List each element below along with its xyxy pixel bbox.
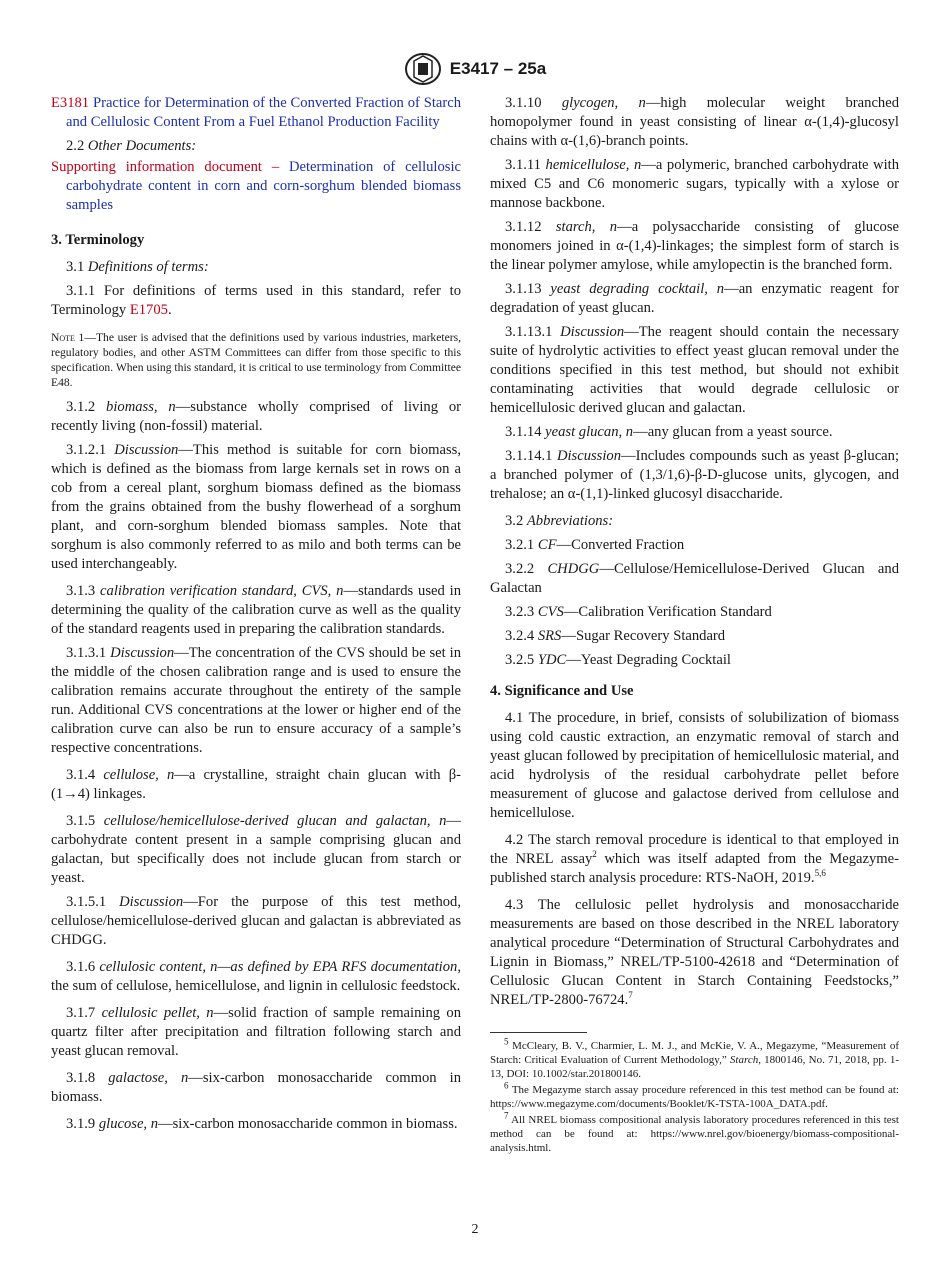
definition-3-1-10: 3.1.10 glycogen, n—high molecular weight branched homopolymer found in yeast consisting of linear α-(1,4)-glucosyl chains with α-(1,6)-branch points. — [490, 95, 899, 149]
abbreviation-3-2-2: 3.2.2 CHDGG—Cellulose/Hemicellulose-Derived Glucan and Galactan — [490, 561, 899, 596]
left-column — [51, 94, 461, 1139]
note-1: Note 1—The user is advised that the definitions used by various industries, marketers, regulatory bodies, and other ASTM Committees can differ from those specific to this specification. When using this standard, it is critical to use terminology from Committee E48. — [51, 331, 462, 389]
section-4-1: 4.1 The procedure, in brief, consists of solubilization of biomass using cold caustic extraction, an enzymatic removal of starch and yeast glucan followed by precipitation of hemicellulosic material, and acid hydrolysis of the residual carbohydrate pellet before measurement of glucose and galactose derived from cellulose and hemicellulose. — [490, 710, 899, 821]
definition-3-1-4: 3.1.4 cellulose, n—a crystalline, straight chain glucan with β-(1→4) linkages. — [51, 767, 461, 802]
abbreviation-3-2-4: 3.2.4 SRS—Sugar Recovery Standard — [505, 628, 726, 644]
footnote-7: $^7$ All NREL biomass compositional analysis laboratory procedures referenced in this test method can be found at: https://www.nrel.gov/bioenergy/biomass-compositional-analysis.html. — [490, 1110, 899, 1154]
footnote-ref-7: 7 — [628, 990, 633, 1001]
definition-3-1-2: 3.1.2 biomass, n—substance wholly comprised of living or recently living (non-fossil) material. — [51, 399, 461, 434]
footnote-divider — [490, 1032, 587, 1033]
footnote-6: $^6$ The Megazyme starch assay procedure referenced in this test method can be found at: https://www.megazyme.com/documents/Booklet/K-TSTA-100A_DATA.pdf. — [490, 1080, 899, 1110]
discussion-3-1-13-1: 3.1.13.1 Discussion—The reagent should contain the necessary suite of hydrolytic activities to effect yeast glucan removal under the conditions specified in this test method, but should not exhibit contaminating activities that would degrade cellulosic or hemicellulosic derived glucan and galactan. — [490, 324, 899, 416]
supporting-doc-link[interactable]: Supporting information document – — [51, 159, 289, 175]
section-4-3: 4.3 The cellulosic pellet hydrolysis and monosaccharide measurements are based on those described in the NREL laboratory analytical procedure “Determination of Structural Carbohydrates and Lignin in Biomass,” NREL/TP-5100-42618 and “Determination of Cellulosic Glucan Content in Starch Containing Feedstocks,” NREL/TP-2800-76724.$^7$ — [490, 897, 899, 1008]
supporting-doc-title[interactable]: Determination of cellulosic carbohydrate content in corn and corn-sorghum blended biomass samples — [66, 159, 461, 213]
ref-link-e3181[interactable]: E3181 — [51, 95, 90, 111]
ref-title-e3181[interactable]: Practice for Determination of the Converted Fraction of Starch and Cellulosic Content From a Fuel Ethanol Production Facility — [66, 95, 461, 130]
discussion-3-1-3-1: 3.1.3.1 Discussion—The concentration of the CVS should be set in the middle of the chosen calibration range and is used to ensure the calibration remains accurate throughout the entirety of the sample run. Additional CVS concentrations at the lower or higher end of the calibration curve can also be run to ensure accuracy of a sample’s respective concentrations. — [51, 645, 461, 756]
section-4-heading: 4. Significance and Use — [490, 683, 634, 699]
reference-e3181 — [51, 94, 461, 132]
section-3-2: 3.2 Abbreviations: — [505, 513, 614, 529]
section-3-1-1: 3.1.1 For definitions of terms used in this standard, refer to Terminology E1705. — [51, 283, 461, 318]
definition-3-1-3: 3.1.3 calibration verification standard, CVS, n—standards used in determining the quality of the calibration curve as well as the quality of the standard reagents used in preparing the calibration standards. — [51, 583, 461, 637]
abbreviation-3-2-5: 3.2.5 YDC—Yeast Degrading Cocktail — [505, 652, 731, 668]
page-number: 2 — [471, 1222, 479, 1237]
footnote-ref-2: 2 — [592, 849, 597, 860]
definition-3-1-13: 3.1.13 yeast degrading cocktail, n—an enzymatic reagent for degradation of yeast glucan. — [490, 281, 899, 316]
ref-link-e1705[interactable]: E1705 — [129, 302, 168, 318]
footnote-5: $^5$ McCleary, B. V., Charmier, L. M. J., and McKie, V. A., Megazyme, “Measurement of Starch: Critical Evaluation of Current Methodology,” Starch, 1800146, No. 71, 2018, pp. 1-13, DOI: 10.1002/star.201800146. — [490, 1036, 899, 1080]
discussion-3-1-2-1: 3.1.2.1 Discussion—This method is suitable for corn biomass, which is defined as the biomass from large kernals set in rows on a cob from a cereal plant, sorghum biomass defined as the biomass from the grains obtained from the bushy flowerhead of a sorghum plant, and corn-sorghum blended biomass samples. Note that sorghum is also commonly referred to as milo and both terms can be used interchangeably. — [51, 442, 461, 572]
footnote-6-url[interactable]: https://www.megazyme.com/documents/Booklet/K-TSTA-100A_DATA.pdf. — [490, 1098, 828, 1110]
section-4-2: 4.2 The starch removal procedure is identical to that employed in the NREL assay$^2$ which was itself adapted from the Megazyme-published starch analysis procedure: RTS-NaOH, 2019.$^{5,6}$ — [490, 832, 899, 886]
discussion-3-1-5-1: 3.1.5.1 Discussion—For the purpose of this test method, cellulose/hemicellulose-derived glucan and galactan is abbreviated as CHDGG. — [51, 894, 461, 948]
definition-3-1-7: 3.1.7 cellulosic pellet, n—solid fraction of sample remaining on quartz filter after precipitation and filtration following starch and yeast glucan removal. — [51, 1005, 461, 1059]
standard-designation: E3417 – 25a — [449, 59, 547, 78]
definition-3-1-5: 3.1.5 cellulose/hemicellulose-derived glucan and galactan, n—carbohydrate content present in a sample comprising glucan and galactan, but specifically does not include glucan from starch or yeast. — [51, 813, 461, 886]
section-2-2: 2.2 Other Documents: — [66, 138, 197, 154]
definition-3-1-6: 3.1.6 cellulosic content, n—as defined by EPA RFS documentation, the sum of cellulose, hemicellulose, and lignin in cellulosic feedstock. — [51, 959, 461, 994]
supporting-doc-reference — [51, 158, 461, 215]
definition-3-1-8: 3.1.8 galactose, n—six-carbon monosaccharide common in biomass. — [51, 1070, 462, 1105]
section-3-1: 3.1 Definitions of terms: — [66, 259, 209, 275]
abbreviation-3-2-3: 3.2.3 CVS—Calibration Verification Standard — [505, 604, 772, 620]
abbreviation-3-2-1: 3.2.1 CF—Converted Fraction — [505, 537, 685, 553]
footnote-ref-5-6: 5,6 — [814, 868, 826, 879]
right-column — [490, 94, 899, 1157]
definition-3-1-12: 3.1.12 starch, n—a polysaccharide consisting of glucose monomers joined in α-(1,4)-linkages; the simplest form of starch is the linear polymer amylose, while amylopectin is the branched form. — [490, 219, 900, 273]
astm-logo-icon — [404, 52, 442, 86]
discussion-3-1-14-1: 3.1.14.1 Discussion—Includes compounds such as yeast β-glucan; a branched polymer of (1,3/1,6)-β-D-glucose units, glycogen, and trehalose; an α-(1,1)-linked glucosyl disaccharide. — [490, 448, 899, 502]
definition-3-1-11: 3.1.11 hemicellulose, n—a polymeric, branched carbohydrate with mixed C5 and C6 monomeric sugars, typically with a xylose or mannose backbone. — [490, 157, 899, 211]
page-header — [0, 52, 950, 86]
definition-3-1-14: 3.1.14 yeast glucan, n—any glucan from a yeast source. — [505, 424, 833, 440]
definition-3-1-9: 3.1.9 glucose, n—six-carbon monosaccharide common in biomass. — [66, 1116, 458, 1132]
section-3-heading: 3. Terminology — [51, 232, 145, 248]
